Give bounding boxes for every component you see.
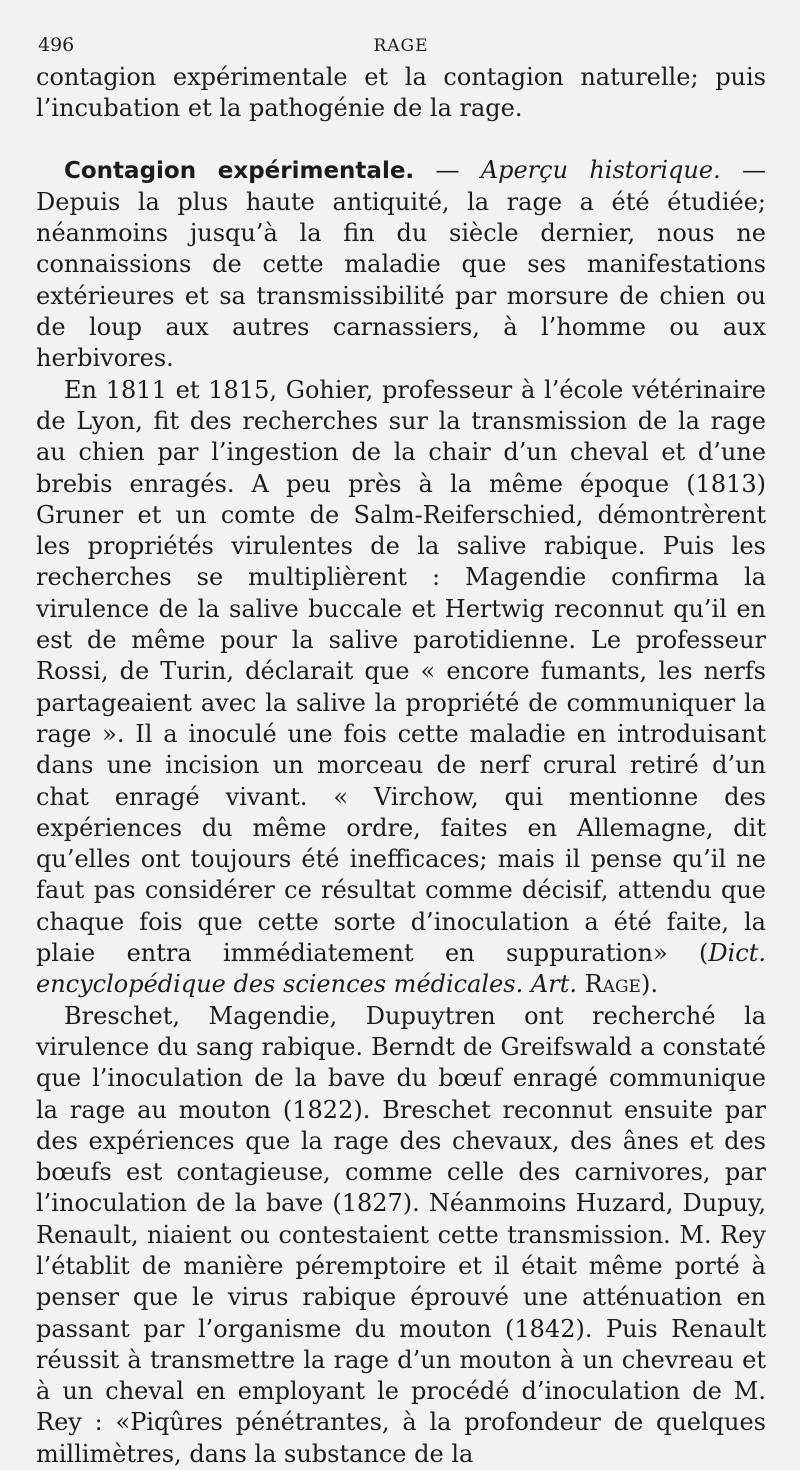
section-title: Contagion expérimentale. [64,157,415,184]
citation-article: Rage [584,970,641,999]
running-head [36,0,766,62]
section-subtitle: Aperçu historique. [480,155,721,184]
paragraph-continuation: contagion expérimentale et la contagion naturelle; puis l’incubation et la pathogénie de la rage. [36,63,766,123]
subtitle-dash: — [720,155,767,184]
page-number: 496 [38,34,75,56]
running-title: RAGE [373,36,429,56]
paragraph-section-intro [36,155,766,375]
body-text [36,62,766,1470]
title-dash: — [414,155,481,184]
citation-space [577,970,585,998]
citation-closing: ). [640,970,658,999]
paragraph-blood-virulence: Breschet, Magendie, Dupuytren ont recherché la virulence du sang rabique. Berndt de Greifswald a constaté que l’inoculation de la bave du bœuf enragé communique la rage au mouton (1822). Breschet reconnut ensuite par des expériences que la rage des chevaux, des ânes et des bœufs est contagieuse, comme celle des carnivores, par l’inoculation de la bave (1827). Néanmoins Huzard, Dupuy, Renault, niaient ou contestaient cette transmission. M. Rey l’établit de manière péremptoire et il était même porté à penser que le virus rabique éprouvé une atténuation en passant par l’organisme du mouton (1842). Puis Renault réussit à transmettre la rage d’un mouton à un chevreau et à un cheval en employant le procédé d’inoculation de M. Rey : «Piqûres pénétrantes, à la profondeur de quelques millimètres, dans la substance de la [36,1001,766,1468]
paragraph-history [36,375,766,1001]
citation: Dict. encyclopédique des sciences médicales. Art. [36,939,766,999]
paragraph-text: Depuis la plus haute antiquité, la rage a été étudiée; néanmoins jusqu’à la fin du siècle dernier, nous ne connaissions de cette maladie que ses manifestations extérieures et sa transmissibilité par morsure de chien ou de loup aux autres carnassiers, à l’homme ou aux herbivores. [36,187,766,373]
paragraph-text: En 1811 et 1815, Gohier, professeur à l’école vétérinaire de Lyon, fit des recherches sur la transmission de la rage au chien par l’ingestion de la chair d’un cheval et d’une brebis enragés. A peu près à la même époque (1813) Gruner et un comte de Salm-Reiferschied, démontrèrent les propriétés virulentes de la salive rabique. Puis les recherches se multiplièrent : Magendie confirma la virulence de la salive buccale et Hertwig reconnut qu’il en est de même pour la salive parotidienne. Le professeur Rossi, de Turin, déclarait que « encore fumants, les nerfs partageaient avec la salive la propriété de communiquer la rage ». Il a inoculé une fois cette maladie en introduisant dans une incision un morceau de nerf crural retiré d’un chat enragé vivant. « Virchow, qui mentionne des expériences du même ordre, faites en Allemagne, dit qu’elles ont toujours été inefficaces; mais il pense qu’il ne faut pas considérer ce résultat comme décisif, attendu que chaque fois que cette sorte d’inoculation a été faite, la plaie entra immédiatement en suppuration» ( [36,375,766,968]
